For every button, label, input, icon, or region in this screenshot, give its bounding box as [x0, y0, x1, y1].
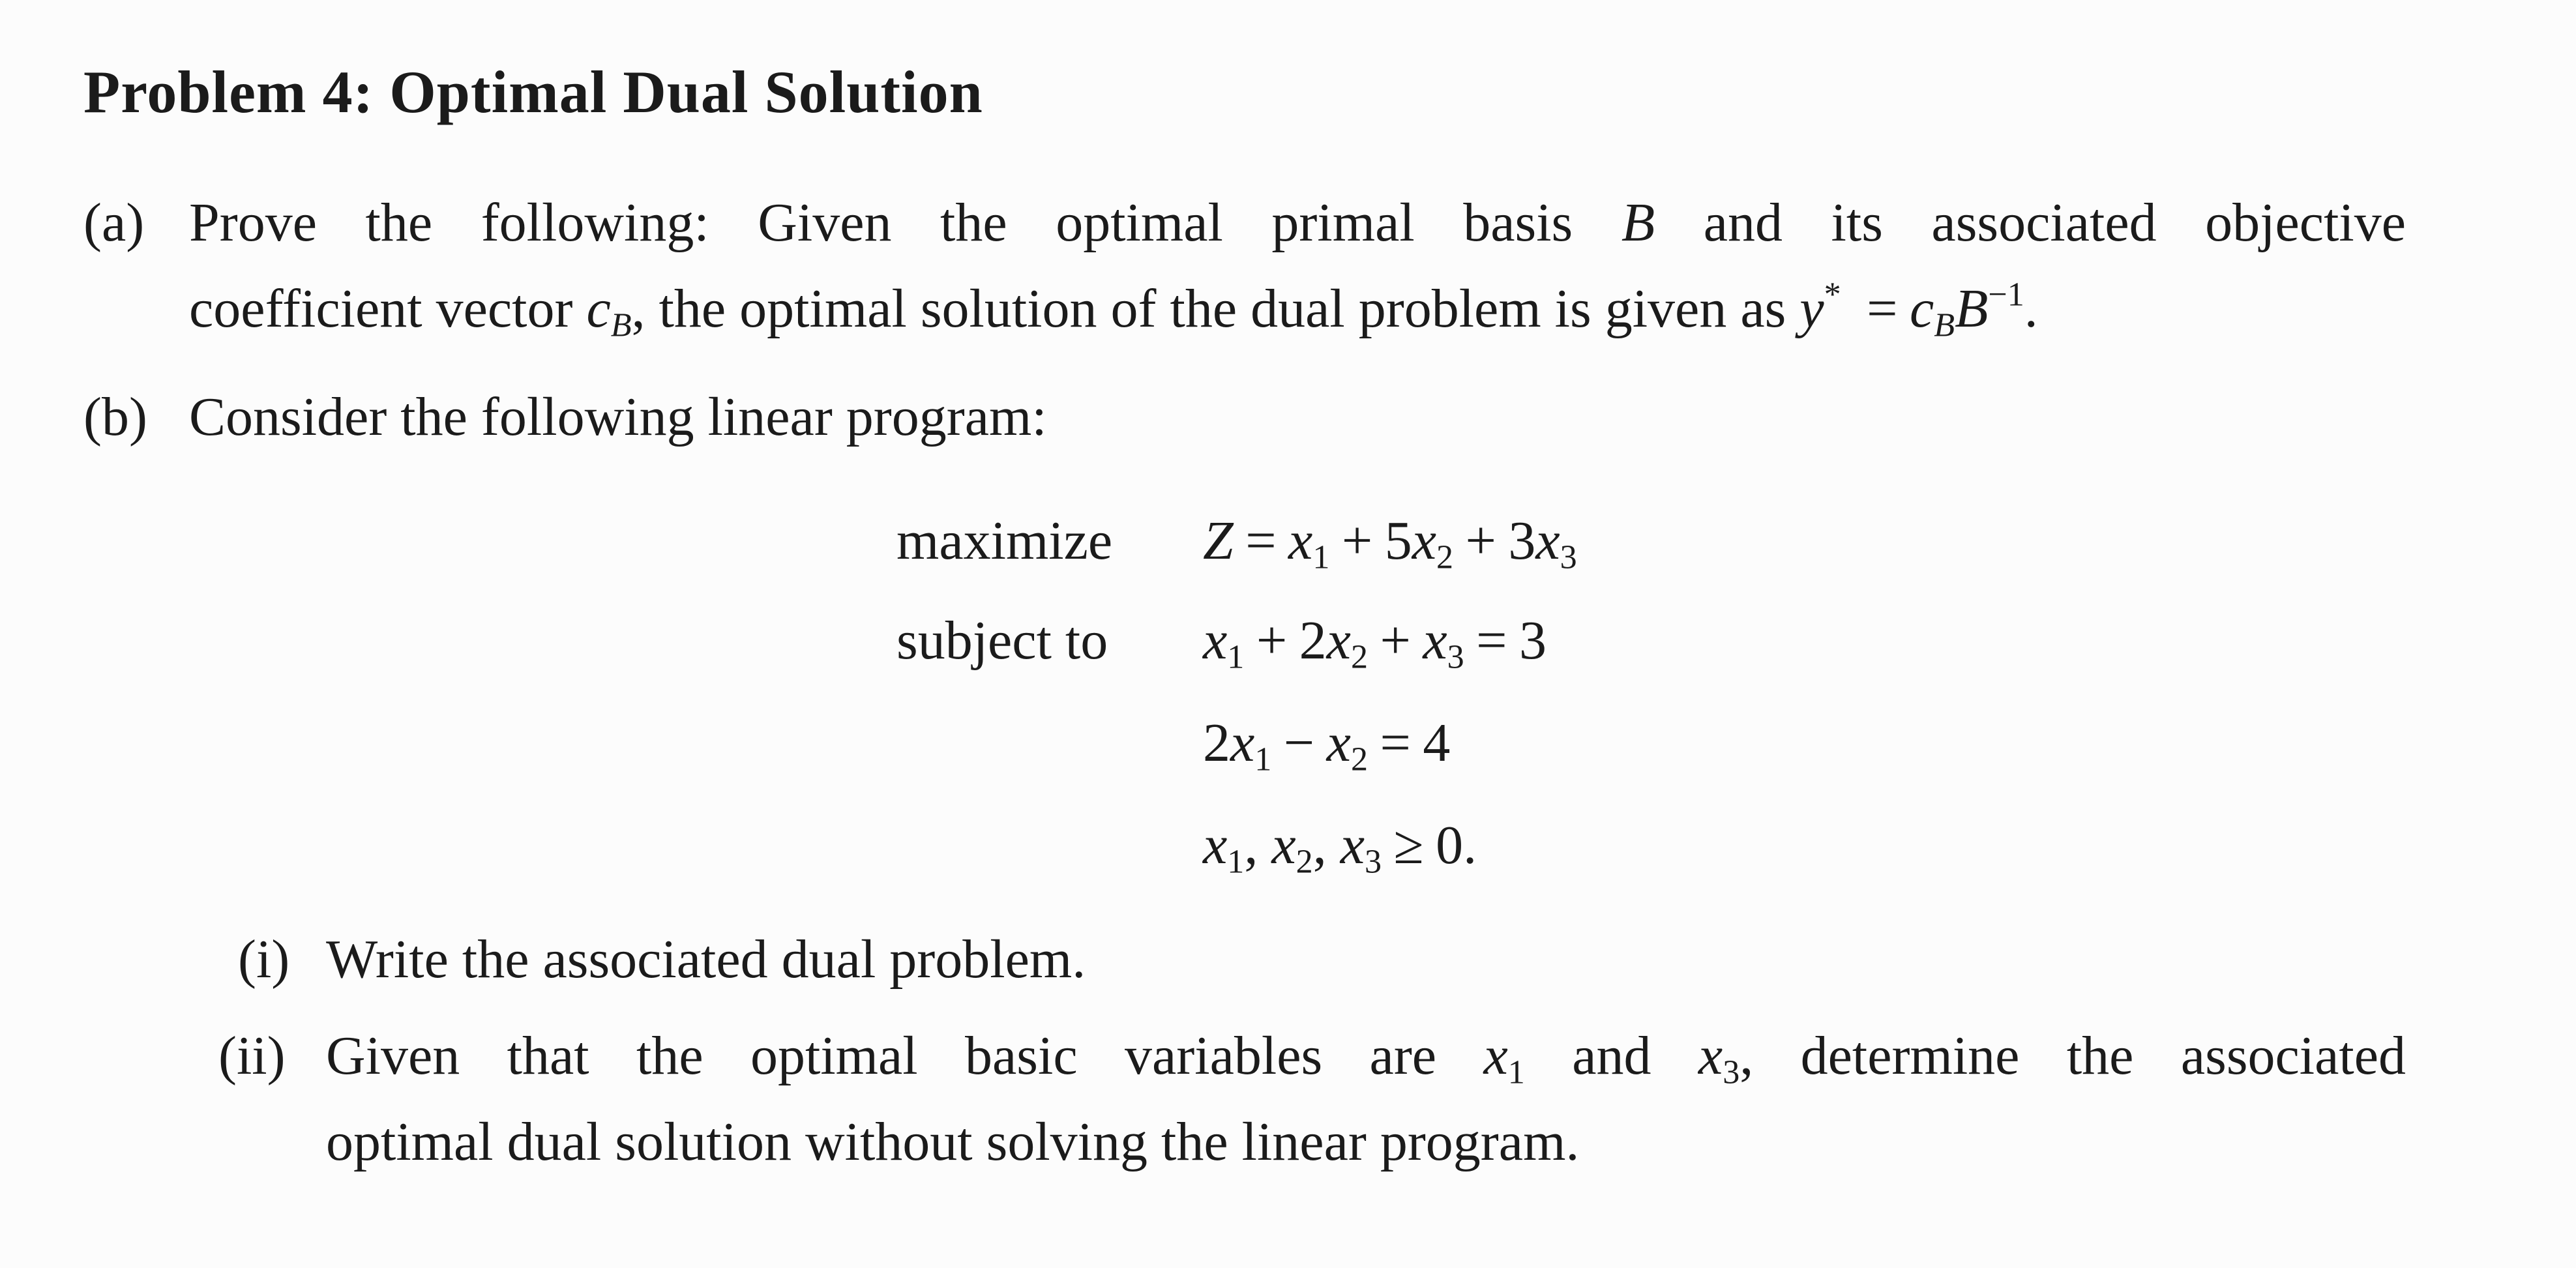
sub-ii-paragraph [326, 1013, 2406, 1185]
sub-i-marker: (i) [238, 929, 290, 990]
basis-B: B [1621, 192, 1655, 253]
lp-maximize-label: maximize [896, 510, 1113, 571]
part-b-intro: Consider the following linear program: [189, 387, 1047, 447]
part-a-line-2: coefficient vector $c_B$, the optimal solution of the dual problem is given as $y^* = c_BB^{-1}$. [189, 276, 2038, 344]
lp-constraint-1: $x_1 + 2x_2 + x_3 = 3$ [1203, 610, 1547, 676]
part-a-marker: (a) [83, 192, 145, 253]
sub-ii-line-1: Given that the optimal basic variables are $x_1$ and $x_3$, determine the associated [326, 1025, 2406, 1091]
lp-objective: $Z = x_1 + 5x_2 + 3x_3$ [1203, 510, 1577, 576]
lp-constraint-2: $2x_1 - x_2 = 4$ [1203, 713, 1451, 778]
sub-i-text: Write the associated dual problem. [326, 929, 1086, 990]
sub-ii-marker: (ii) [218, 1025, 286, 1086]
part-b-marker: (b) [83, 387, 147, 447]
lp-constraint-nonneg: $x_1$, $x_2$, $x_3 \ge 0$. [1203, 815, 1477, 881]
part-a-line-1: Prove the following: Given the optimal primal basis B and its associated objective [189, 192, 2406, 253]
problem-title: Problem 4: Optimal Dual Solution [83, 59, 983, 125]
part-a-paragraph [189, 180, 2406, 352]
lp-subject-to-label: subject to [896, 610, 1108, 671]
sub-ii-line-2: optimal dual solution without solving the linear program. [326, 1112, 1580, 1172]
